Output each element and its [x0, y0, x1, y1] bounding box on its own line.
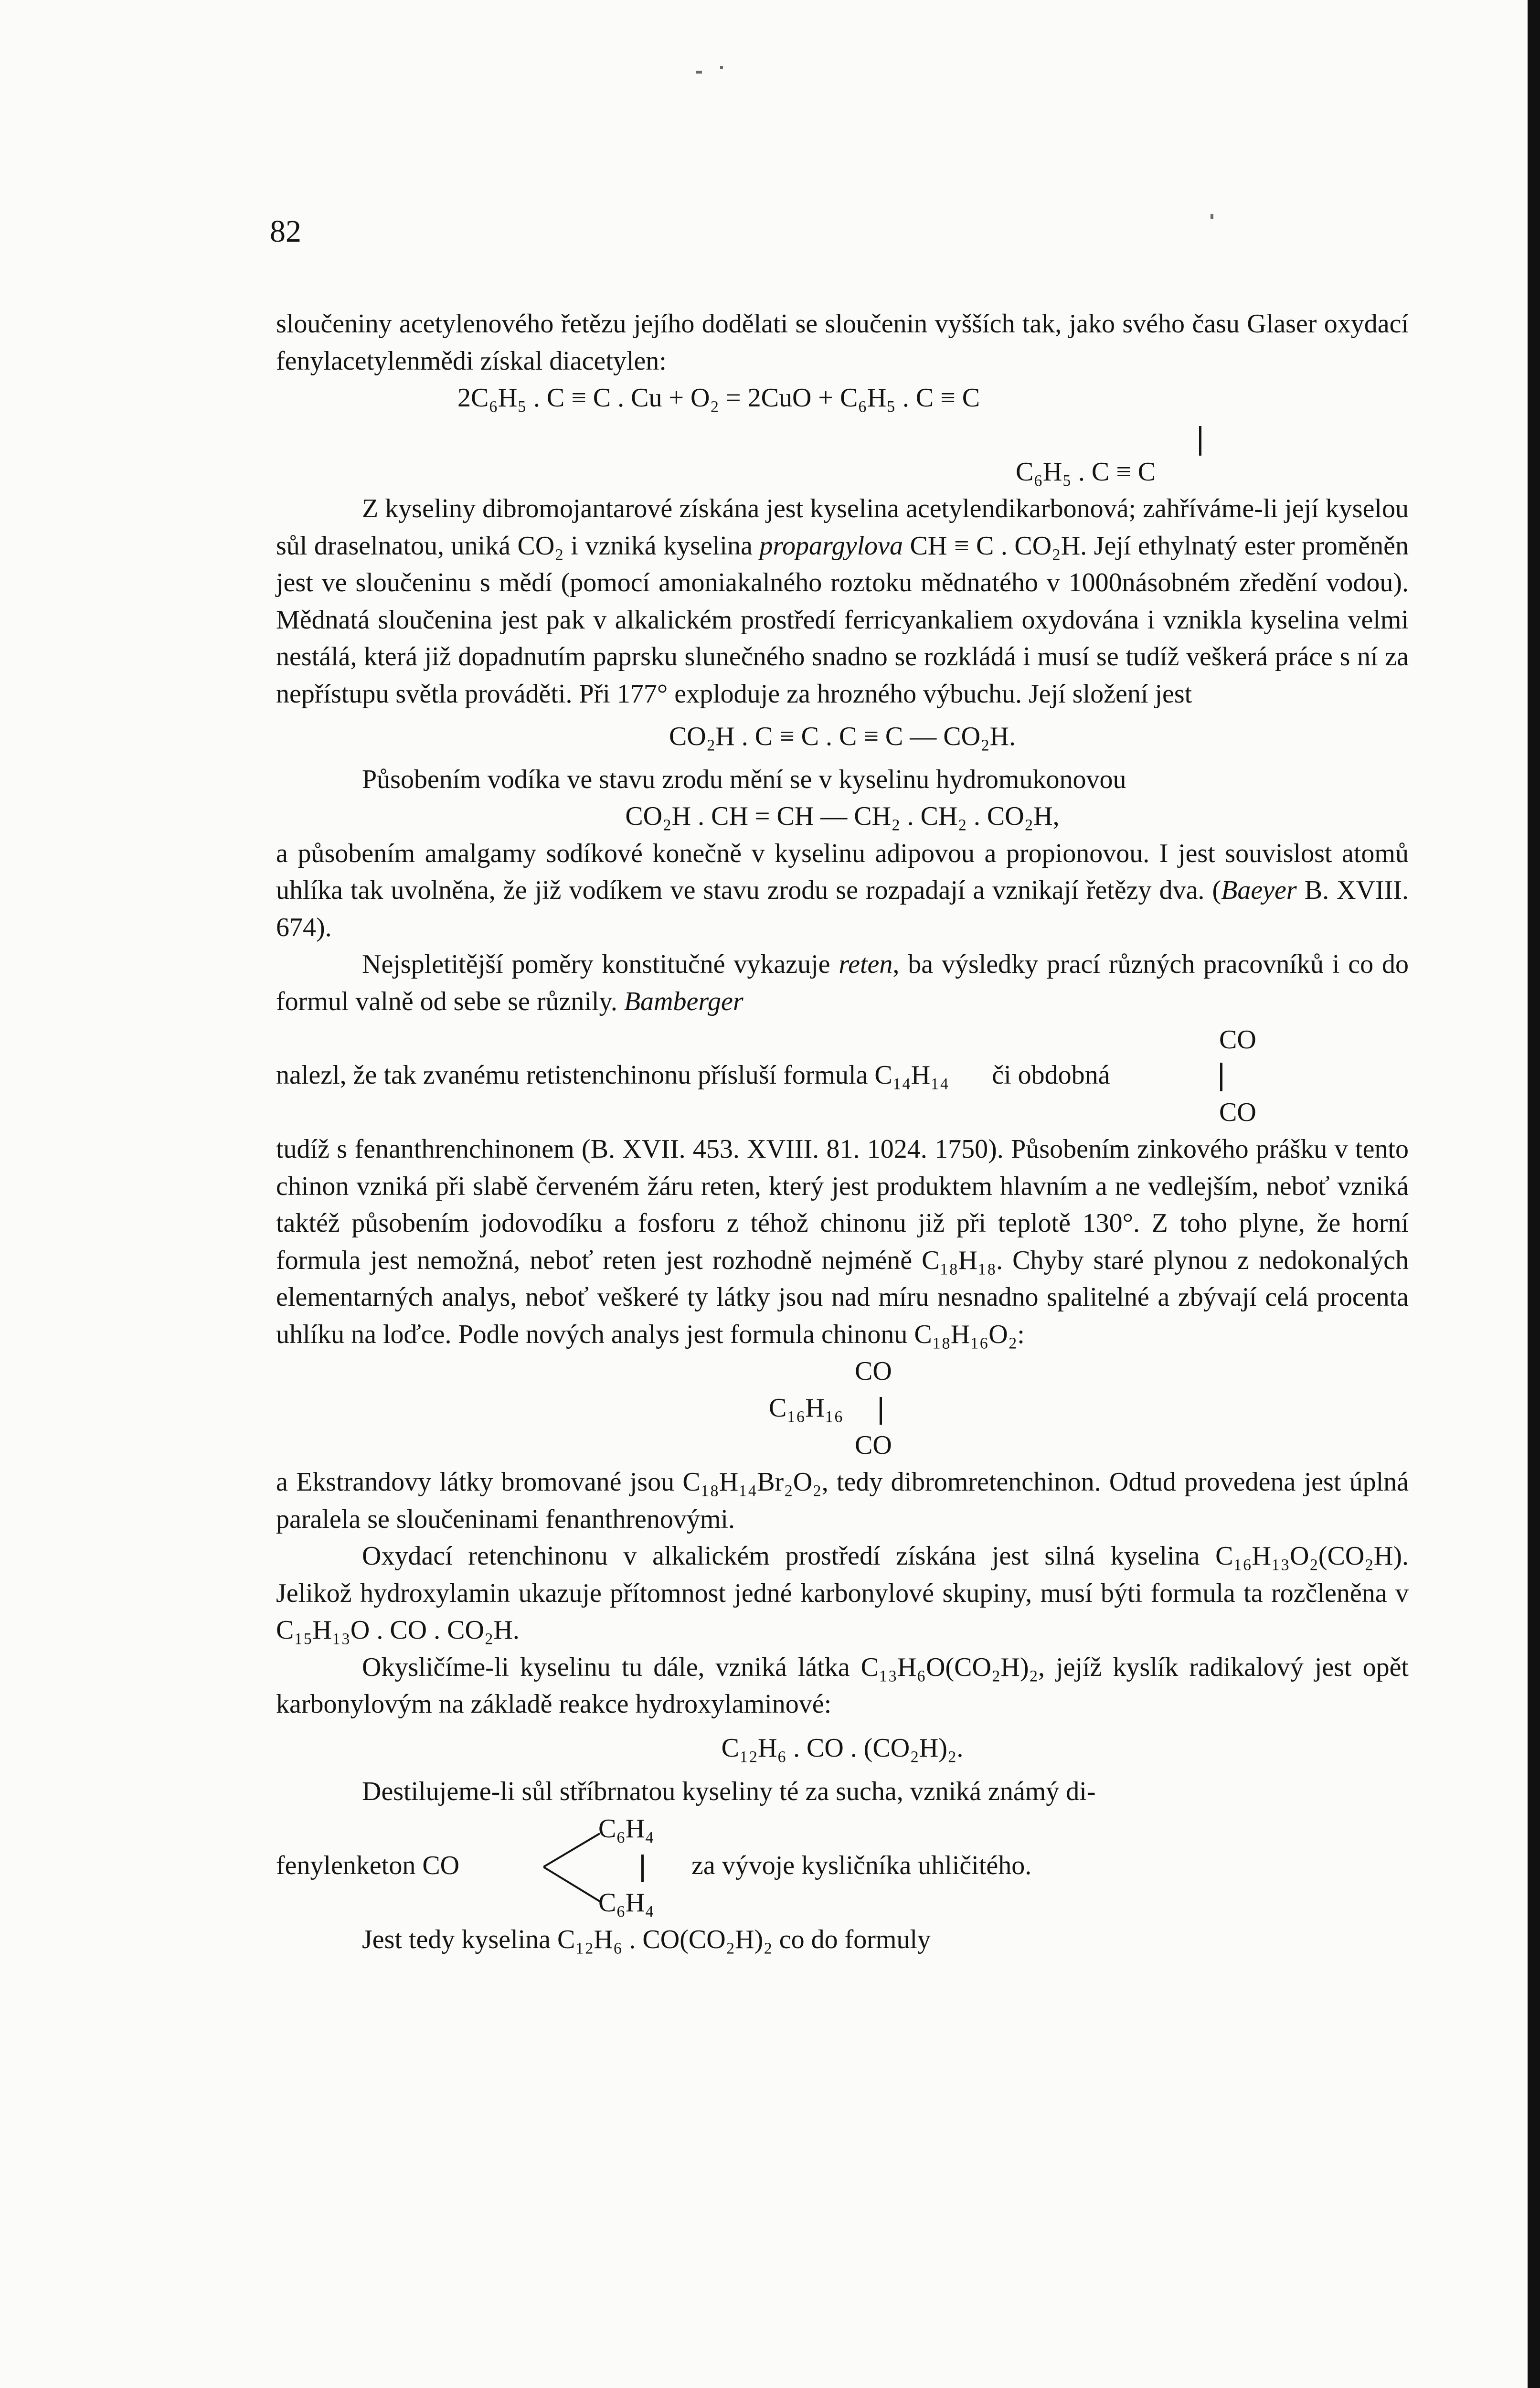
scan-speck — [696, 71, 702, 74]
bond-line — [641, 1855, 644, 1882]
bond-line — [880, 1397, 882, 1425]
paragraph: Z kyseliny dibromojantarové získána jest kyselina acetylendikarbonová; zahříváme-li její kyselou sůl draselnatou, uniká CO₂ i vzniká kyselina propargylova CH ≡ C . CO₂H. Její ethylnatý ester proměněn jest ve sloučeninu s mědí (pomocí amoniakalného roztoku mědnatého v 1000násobném zředění vodou). Mědnatá sloučenina jest pak v alkalickém prostředí ferricyankaliem oxydována i vznikla kyselina velmi nestálá, která již dopadnutím paprsku slunečného snadno se rozkládá i musí se tudíž veškerá práce s ní za nepřístupu světla prováděti. Při 177° exploduje za hrozného výbuchu. Její složení jest — [276, 494, 1409, 709]
scan-speck — [720, 66, 723, 69]
equation-line: C₆H₅ . C ≡ C — [1016, 457, 1156, 487]
carbonyl-top: CO — [1219, 1025, 1256, 1055]
chinon-formula — [276, 1353, 1409, 1464]
bond-line — [1220, 1063, 1222, 1091]
formula: CO₂H . CH = CH — CH₂ . CH₂ . CO₂H, — [625, 801, 1060, 831]
formula-text: nalezl, že tak zvanému retistenchinonu přísluší formula C₁₄H₁₄ či obdobná — [276, 1060, 1110, 1090]
paragraph: Nejspletitější poměry konstitučné vykazuje reten, ba výsledky prací různých pracovníků i co do formul valně od sebe se různily. Bamberger — [276, 949, 1409, 1016]
phenylene-bottom: C₆H₄ — [598, 1887, 654, 1918]
page-number: 82 — [270, 214, 301, 249]
paragraph: sloučeniny acetylenového řetězu jejího dodělati se sloučenin vyšších tak, jako svého času Glaser oxydací fenylacetylenmědi získal diacetylen: — [276, 309, 1409, 376]
formula-text: fenylenketon CO — [276, 1850, 460, 1880]
carbonyl-top: CO — [855, 1356, 892, 1386]
paragraph: Působením vodíka ve stavu zrodu mění se v kyselinu hydromukonovou — [362, 764, 1126, 794]
scan-speck — [1211, 214, 1213, 219]
formula: C₁₂H₆ . CO . (CO₂H)₂. — [721, 1733, 964, 1763]
bond-wedge — [543, 1830, 601, 1906]
paragraph: a působením amalgamy sodíkové konečně v kyselinu adipovou a propionovou. I jest souvislost atomů uhlíka tak uvolněna, že již vodíkem ve stavu zrodu se rozpadají a vznikají řetězy dva. (Baeyer B. XVIII. 674). — [276, 838, 1409, 942]
paragraph: Destilujeme-li sůl stříbrnatou kyseliny té za sucha, vzniká známý di- — [362, 1777, 1096, 1806]
carbonyl-bottom: CO — [1219, 1098, 1256, 1127]
fenylenketon-formula — [276, 1811, 1409, 1921]
paragraph: a Ekstrandovy látky bromované jsou C₁₈H₁₄Br₂O₂, tedy dibromretenchinon. Odtud provedena jest úplná paralela se sloučeninami fenanthrenovými. — [276, 1467, 1409, 1534]
formula: CO₂H . C ≡ C . C ≡ C — CO₂H. — [669, 722, 1016, 751]
chinon-core: C₁₆H₁₆ — [769, 1393, 843, 1423]
glaser-equation — [276, 380, 1409, 490]
paragraph: Jest tedy kyselina C₁₂H₆ . CO(CO₂H)₂ co do formuly — [362, 1924, 931, 1954]
paragraph: Oxydací retenchinonu v alkalickém prostředí získána jest silná kyselina C₁₆H₁₃O₂(CO₂H). Jelikož hydroxylamin ukazuje přítomnost jedné karbonylové skupiny, musí býti formula ta rozčleněna v C₁₅H₁₃O . CO . CO₂H. — [276, 1541, 1409, 1645]
carbonyl-bottom: CO — [855, 1430, 892, 1460]
bond-line — [1199, 426, 1201, 456]
formula-text: za vývoje kysličníka uhličitého. — [691, 1850, 1032, 1880]
equation-line: 2C₆H₅ . C ≡ C . Cu + O₂ = 2CuO + C₆H₅ . C ≡ C — [457, 383, 980, 413]
paragraph: tudíž s fenanthrenchinonem (B. XVII. 453. XVIII. 81. 1024. 1750). Působením zinkového prášku v tento chinon vzniká při slabě červeném žáru reten, který jest produktem hlavním a ne vedlejším, neboť vzniká taktéž působením jodovodíku a fosforu z téhož chinonu již při teplotě 130°. Z toho plyne, že horní formula jest nemožná, neboť reten jest rozhodně nejméně C₁₈H₁₈. Chyby staré plynou z nedokonalých elementarných analys, neboť veškeré ty látky jsou nad míru nesnadno spalitelné a zbývají celá procenta uhlíku na loďce. Podle nových analys jest formula chinonu C₁₈H₁₆O₂: — [276, 1134, 1409, 1349]
phenylene-top: C₆H₄ — [598, 1813, 654, 1844]
retistenchinon-formula — [276, 1025, 1409, 1131]
page-text — [276, 306, 1409, 1958]
scan-edge — [1528, 0, 1540, 2388]
paragraph: Okysličíme-li kyselinu tu dále, vzniká látka C₁₃H₆O(CO₂H)₂, jejíž kyslík radikalový jest opět karbonylovým na základě reakce hydroxylaminové: — [276, 1652, 1409, 1719]
